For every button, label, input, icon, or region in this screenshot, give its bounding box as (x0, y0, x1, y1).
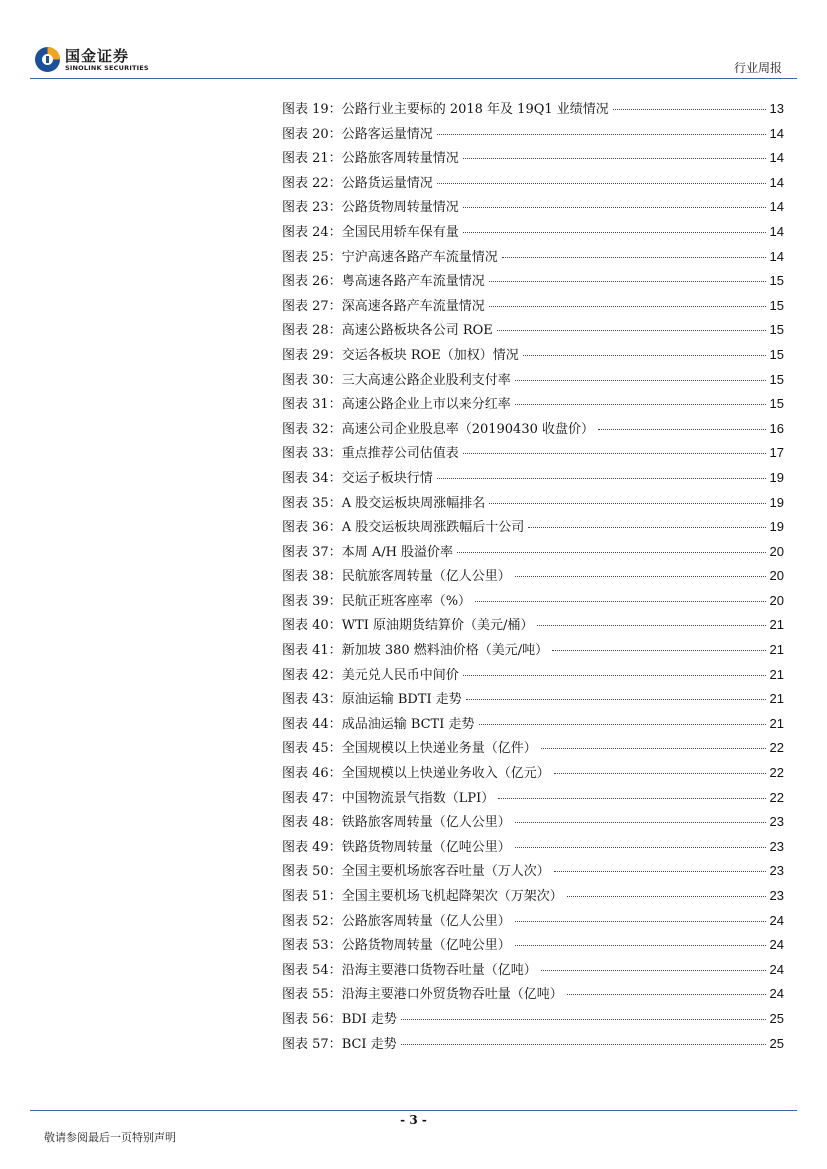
toc-entry[interactable] (282, 246, 784, 271)
dot-leader (528, 527, 765, 528)
toc-entry[interactable] (282, 836, 784, 861)
page-header (0, 0, 827, 80)
toc-entry[interactable] (282, 467, 784, 492)
figure-page-number: 14 (769, 248, 784, 264)
figure-title: 原油运输 BDTI 走势 (341, 692, 462, 708)
figure-title: 公路货物周转量（亿吨公里） (341, 938, 511, 954)
figure-page-number: 21 (769, 666, 784, 682)
dot-leader (489, 306, 766, 307)
dot-leader (554, 871, 766, 872)
dot-leader (502, 257, 766, 258)
dot-leader (498, 798, 765, 799)
figure-page-number: 21 (769, 617, 784, 633)
figure-label: 图表 52： (282, 913, 342, 929)
figure-page-number: 23 (769, 814, 784, 830)
toc-entry[interactable] (282, 393, 784, 418)
figure-title: BCI 走势 (341, 1036, 397, 1052)
toc-entry[interactable] (282, 664, 784, 689)
toc-entry[interactable] (282, 885, 784, 910)
figure-title: A 股交运板块周涨跌幅后十公司 (341, 520, 525, 536)
toc-entry[interactable] (282, 442, 784, 467)
figure-label: 图表 50： (282, 864, 342, 880)
dot-leader (515, 822, 766, 823)
figure-page-number: 25 (769, 1035, 784, 1051)
figure-title: 重点推荐公司估值表 (341, 446, 459, 462)
figure-label: 图表 23： (282, 200, 342, 216)
figure-page-number: 16 (769, 420, 784, 436)
dot-leader (489, 503, 765, 504)
dot-leader (466, 699, 766, 700)
toc-entry[interactable] (282, 98, 784, 123)
dot-leader (515, 921, 766, 922)
figure-label: 图表 22： (282, 175, 342, 191)
toc-entry[interactable] (282, 319, 784, 344)
toc-entry[interactable] (282, 1008, 784, 1033)
toc-entry[interactable] (282, 811, 784, 836)
figure-page-number: 19 (769, 469, 784, 485)
figure-title: 全国主要机场旅客吞吐量（万人次） (341, 864, 550, 880)
figure-page-number: 15 (769, 297, 784, 313)
figure-label: 图表 48： (282, 815, 342, 831)
figure-title: 高速公路板块各公司 ROE (341, 323, 493, 339)
figure-label: 图表 20： (282, 126, 342, 142)
dot-leader (515, 945, 766, 946)
toc-entry[interactable] (282, 418, 784, 443)
toc-entry[interactable] (282, 959, 784, 984)
figure-title: 中国物流景气指数（LPI） (341, 790, 495, 806)
figure-title: 高速公路企业上市以来分红率 (341, 397, 511, 413)
toc-entry[interactable] (282, 369, 784, 394)
dot-leader (567, 994, 766, 995)
figure-page-number: 24 (769, 937, 784, 953)
figure-title: 沿海主要港口货物吞吐量（亿吨） (341, 962, 537, 978)
figure-page-number: 23 (769, 888, 784, 903)
figure-title: BDI 走势 (341, 1011, 397, 1027)
figure-title: 深高速各路产车流量情况 (341, 298, 485, 314)
figure-label: 图表 46： (282, 766, 342, 782)
dot-leader (515, 380, 766, 381)
figure-label: 图表 42： (282, 667, 342, 683)
figure-label: 图表 43： (282, 692, 342, 708)
figure-label: 图表 32： (282, 421, 342, 437)
dot-leader (475, 601, 765, 602)
figure-title: A 股交运板块周涨幅排名 (341, 495, 486, 511)
figure-label: 图表 37： (282, 544, 342, 560)
dot-leader (479, 724, 766, 725)
dot-leader (541, 970, 766, 971)
dot-leader (613, 109, 766, 110)
toc-entry[interactable] (282, 688, 784, 713)
toc-entry[interactable] (282, 147, 784, 172)
figure-page-number: 15 (769, 346, 784, 362)
toc-entry[interactable] (282, 934, 784, 959)
figure-page-number: 20 (769, 568, 784, 584)
figure-page-number: 21 (769, 715, 784, 731)
dot-leader (463, 675, 766, 676)
toc-entry[interactable] (282, 910, 784, 935)
figure-page-number: 23 (769, 838, 784, 854)
figure-label: 图表 29： (282, 347, 342, 363)
figure-label: 图表 24： (282, 224, 342, 240)
figure-page-number: 20 (769, 543, 784, 559)
company-logo (34, 44, 164, 74)
figure-title: 新加坡 380 燃料油价格（美元/吨） (341, 643, 549, 659)
dot-leader (437, 134, 766, 135)
figure-title: 铁路货物周转量（亿吨公里） (341, 839, 511, 855)
figure-label: 图表 53： (282, 938, 342, 954)
figure-label: 图表 28： (282, 323, 342, 339)
figure-label: 图表 36： (282, 520, 342, 536)
dot-leader (554, 773, 766, 774)
figure-page-number: 14 (769, 125, 784, 141)
figure-title: 公路货物周转量情况 (341, 200, 459, 216)
toc-entry[interactable] (282, 860, 784, 885)
figure-label: 图表 25： (282, 249, 342, 265)
dot-leader (463, 453, 766, 454)
figure-page-number: 21 (769, 691, 784, 707)
figure-page-number: 22 (769, 789, 784, 805)
figure-title: WTI 原油期货结算价（美元/桶） (341, 618, 534, 634)
dot-leader (523, 355, 766, 356)
figure-label: 图表 39： (282, 593, 342, 609)
figure-page-number: 13 (769, 101, 784, 116)
dot-leader (567, 896, 766, 897)
toc-entry[interactable] (282, 295, 784, 320)
figure-label: 图表 19： (282, 102, 342, 117)
figure-page-number: 23 (769, 863, 784, 879)
figure-label: 图表 31： (282, 397, 342, 413)
figure-label: 图表 27： (282, 298, 342, 314)
figure-label: 图表 56： (282, 1011, 342, 1027)
figure-page-number: 24 (769, 912, 784, 928)
figure-page-number: 15 (769, 371, 784, 387)
toc-entry[interactable] (282, 196, 784, 221)
dot-leader (437, 478, 766, 479)
figure-title: 全国民用轿车保有量 (341, 224, 459, 240)
figure-label: 图表 26： (282, 274, 342, 290)
figure-title: 公路货运量情况 (341, 175, 433, 191)
figure-page-number: 25 (769, 1010, 784, 1026)
figure-label: 图表 40： (282, 618, 342, 634)
figure-label: 图表 21： (282, 151, 342, 167)
disclaimer-text: 敬请参阅最后一页特别声明 (44, 1131, 176, 1144)
figure-label: 图表 38： (282, 569, 342, 585)
figure-label: 图表 54： (282, 962, 342, 978)
toc-entry[interactable] (282, 639, 784, 664)
figure-label: 图表 45： (282, 741, 342, 757)
figure-page-number: 20 (769, 592, 784, 608)
page-number: - 3 - (400, 1113, 427, 1127)
toc-entry[interactable] (282, 123, 784, 148)
figure-label: 图表 44： (282, 716, 342, 732)
figure-title: 沿海主要港口外贸货物吞吐量（亿吨） (341, 987, 563, 1003)
toc-entry[interactable] (282, 565, 784, 590)
header-divider (30, 78, 797, 79)
figure-title: 全国主要机场飞机起降架次（万架次） (341, 889, 563, 904)
figure-page-number: 22 (769, 765, 784, 781)
dot-leader (541, 748, 766, 749)
dot-leader (463, 158, 766, 159)
figure-title: 全国规模以上快递业务收入（亿元） (341, 766, 550, 782)
figure-title: 宁沪高速各路产车流量情况 (341, 249, 498, 265)
dot-leader (489, 281, 766, 282)
toc-entry[interactable] (282, 787, 784, 812)
figure-page-number: 19 (769, 494, 784, 510)
figure-title: 美元兑人民币中间价 (341, 667, 459, 683)
figure-title: 公路旅客周转量情况 (341, 151, 459, 167)
dot-leader (515, 576, 766, 577)
figure-label: 图表 51： (282, 889, 342, 904)
figure-page-number: 15 (769, 396, 784, 412)
figure-page-number: 14 (769, 174, 784, 190)
figure-page-number: 21 (769, 642, 784, 658)
figure-title: 公路旅客周转量（亿人公里） (341, 913, 511, 929)
toc-entry[interactable] (282, 541, 784, 566)
dot-leader (437, 183, 766, 184)
dot-leader (598, 429, 766, 430)
logo-english-name: SINOLINK SECURITIES (65, 64, 149, 72)
dot-leader (515, 847, 766, 848)
figure-label: 图表 41： (282, 643, 342, 659)
figure-title: 成品油运输 BCTI 走势 (341, 716, 475, 732)
figure-label: 图表 30： (282, 372, 342, 388)
figure-title: 公路客运量情况 (341, 126, 433, 142)
dot-leader (463, 207, 766, 208)
figure-title: 民航正班客座率（%） (341, 593, 472, 609)
figure-label: 图表 47： (282, 790, 342, 806)
toc-entry[interactable] (282, 270, 784, 295)
toc-entry[interactable] (282, 221, 784, 246)
figure-page-number: 24 (769, 961, 784, 977)
dot-leader (463, 232, 766, 233)
toc-entry[interactable] (282, 590, 784, 615)
toc-entry[interactable] (282, 983, 784, 1008)
figure-title: 高速公司企业股息率（20190430 收盘价） (341, 421, 594, 437)
report-type: 行业周报 (733, 61, 782, 75)
figure-title: 全国规模以上快递业务量（亿件） (341, 741, 537, 757)
figure-page-number: 19 (769, 519, 784, 535)
toc-entry[interactable] (282, 492, 784, 517)
figure-title: 三大高速公路企业股利支付率 (341, 372, 511, 388)
figure-title: 粤高速各路产车流量情况 (341, 274, 485, 290)
figure-title: 本周 A/H 股溢价率 (341, 544, 454, 560)
dot-leader (515, 404, 766, 405)
figure-label: 图表 34： (282, 470, 342, 486)
dot-leader (457, 552, 765, 553)
figure-title: 交运各板块 ROE（加权）情况 (341, 347, 519, 363)
logo-chinese-name: 国金证券 (65, 47, 130, 65)
toc-entry[interactable] (282, 1033, 784, 1058)
toc-entry[interactable] (282, 516, 784, 541)
figure-page-number: 14 (769, 199, 784, 215)
figure-title: 铁路旅客周转量（亿人公里） (341, 815, 511, 831)
figure-title: 民航旅客周转量（亿人公里） (341, 569, 511, 585)
toc-entry[interactable] (282, 737, 784, 762)
figure-page-number: 14 (769, 223, 784, 239)
figure-list (282, 98, 784, 1057)
dot-leader (401, 1044, 766, 1045)
figure-label: 图表 57： (282, 1036, 342, 1052)
figure-page-number: 14 (769, 150, 784, 166)
figure-page-number: 22 (769, 740, 784, 756)
figure-title: 交运子板块行情 (341, 470, 433, 486)
figure-page-number: 15 (769, 273, 784, 289)
figure-label: 图表 55： (282, 987, 342, 1003)
dot-leader (552, 650, 765, 651)
toc-entry[interactable] (282, 762, 784, 787)
dot-leader (497, 330, 766, 331)
figure-label: 图表 49： (282, 839, 342, 855)
sinolink-logo-icon (34, 46, 61, 73)
toc-entry[interactable] (282, 172, 784, 197)
figure-page-number: 15 (769, 322, 784, 338)
figure-title: 公路行业主要标的 2018 年及 19Q1 业绩情况 (341, 102, 609, 117)
toc-entry[interactable] (282, 713, 784, 738)
figure-label: 图表 35： (282, 495, 342, 511)
toc-entry[interactable] (282, 614, 784, 639)
figure-page-number: 17 (769, 445, 784, 461)
dot-leader (537, 625, 765, 626)
toc-entry[interactable] (282, 344, 784, 369)
figure-label: 图表 33： (282, 446, 342, 462)
dot-leader (401, 1019, 766, 1020)
footer-divider (30, 1110, 797, 1111)
figure-page-number: 24 (769, 986, 784, 1002)
